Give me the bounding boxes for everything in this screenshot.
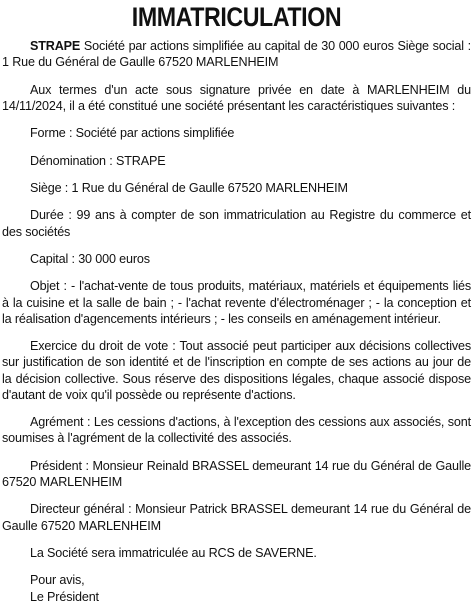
vote-paragraph: Exercice du droit de vote : Tout associé peut participer aux décisions collectives sur justification de son identité et de l'inscription en compte de ses actions au jour de la décision collective. Sous réserve des dispositions légales, chaque associé dispose d'autant de voix qu'il possède ou représente d'actions. [2, 339, 471, 402]
rcs-paragraph: La Société sera immatriculée au RCS de SAVERNE. [30, 545, 317, 560]
acte-paragraph: Aux termes d'un acte sous signature privée en date à MARLENHEIM du 14/11/2024, il a été constitué une société présentant les caractéristiques suivantes : [2, 82, 471, 113]
signoff-line-1: Pour avis, [30, 573, 85, 588]
directeur-paragraph: Directeur général : Monsieur Patrick BRASSEL demeurant 14 rue du Général de Gaulle 67520 MARLENHEIM [2, 502, 471, 533]
president-paragraph: Président : Monsieur Reinald BRASSEL demeurant 14 rue du Général de Gaulle 67520 MARLENHEIM [2, 458, 471, 489]
signoff [2, 572, 471, 604]
signoff-line-2: Le Président [30, 589, 99, 604]
siege-paragraph: Siège : 1 Rue du Général de Gaulle 67520 MARLENHEIM [30, 180, 348, 195]
capital-paragraph: Capital : 30 000 euros [30, 251, 150, 266]
intro-paragraph [2, 38, 471, 70]
duree-paragraph: Durée : 99 ans à compter de son immatriculation au Registre du commerce et des sociétés [2, 208, 471, 239]
intro-text: Société par actions simplifiée au capital de 30 000 euros Siège social : 1 Rue du Général de Gaulle 67520 MARLENHEIM [2, 39, 471, 70]
notice-title: IMMATRICULATION [131, 2, 342, 32]
denomination-paragraph: Dénomination : STRAPE [30, 153, 166, 168]
objet-paragraph: Objet : - l'achat-vente de tous produits, matériaux, matériels et équipements liés à la cuisine et la salle de bain ; - l'achat revente d'électroménager ; - la conception et la réalisation d'agencements intérieurs ; - les conseils en aménagement intérieur. [2, 279, 471, 326]
company-name: STRAPE [30, 39, 81, 53]
forme-paragraph: Forme : Société par actions simplifiée [30, 126, 235, 141]
agrement-paragraph: Agrément : Les cessions d'actions, à l'exception des cessions aux associés, sont soumises à l'agrément de la collectivité des associés. [2, 415, 471, 446]
